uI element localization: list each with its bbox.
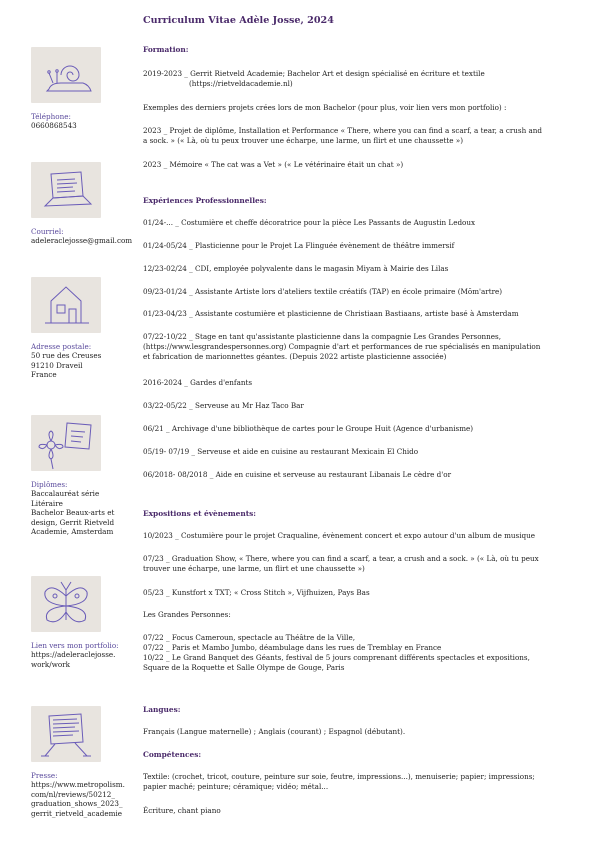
exhibition-group-1: 07/22 _ Focus Cameroun, spectacle au Théâtre de la Ville, <box>143 633 356 642</box>
languages-text: Français (Langue maternelle) ; Anglais (courant) ; Espagnol (débutant). <box>143 727 406 736</box>
press-link-line-2[interactable]: com/nl/reviews/50212_ <box>31 789 115 799</box>
house-drawing-icon <box>31 277 101 333</box>
press-link-line-1[interactable]: https://www.metropolism. <box>31 780 125 790</box>
exhibition-group-title: Les Grandes Personnes: <box>143 610 231 619</box>
diploma-line-4: design, Gerrit Rietveld <box>31 517 115 527</box>
skills-heading: Compétences: <box>143 750 202 759</box>
address-label: Adresse postale: <box>31 342 92 351</box>
portfolio-block <box>31 576 136 669</box>
experience-entry-2: 01/24-05/24 _ Plasticienne pour le Projet La Flinguée évènement de théâtre immersif <box>143 241 455 250</box>
diploma-line-5: Academie, Amsterdam <box>31 527 114 537</box>
formation-entry-1-link[interactable]: (https://rietveldacademie.nl) <box>189 78 293 88</box>
press-link-line-4[interactable]: gerrit_rietveld_academie <box>31 808 123 818</box>
experience-entry-1: 01/24-... _ Costumière et cheffe décoratrice pour la pièce Les Passants de Augustin Ledoux <box>143 218 476 227</box>
exhibition-entry-1: 10/2023 _ Costumière pour le projet Craqualine, évènement concert et expo autour d'un album de musique <box>143 531 536 540</box>
snail-drawing-icon <box>31 47 101 103</box>
page-title: Curriculum Vitae Adèle Josse, 2024 <box>143 15 334 26</box>
formation-entry-1-line-1: 2019-2023 _ Gerrit Rietveld Academie; Bachelor Art et design spécialisé en écriture et textile <box>143 69 485 78</box>
formation-heading: Formation: <box>143 45 189 54</box>
exhibitions-heading: Expositions et évènements: <box>143 509 257 518</box>
laptop-drawing-icon <box>31 162 101 218</box>
diploma-line-2: Litéraire <box>31 498 63 508</box>
diploma-line-3: Bachelor Beaux-arts et <box>31 508 115 518</box>
formation-entry-4: 2023 _ Mémoire « The cat was a Vet » (« Le vétérinaire était un chat ») <box>143 160 404 169</box>
experience-entry-3: 12/23-02/24 _ CDI, employée polyvalente dans le magasin Miyam à Mairie des Lilas <box>143 264 449 273</box>
experience-entry-10: 05/19- 07/19 _ Serveuse et aide en cuisine au restaurant Mexicain El Chido <box>143 447 419 456</box>
experience-entry-11: 06/2018- 08/2018 _ Aide en cuisine et serveuse au restaurant Libanais Le cèdre d'or <box>143 470 452 479</box>
diploma-line-1: Baccalauréat série <box>31 489 100 499</box>
experience-heading: Expériences Professionnelles: <box>143 196 267 205</box>
exhibition-group-2: 07/22 _ Paris et Mambo Jumbo, déambulage dans les rues de Tremblay en France <box>143 643 442 652</box>
butterfly-drawing-icon <box>31 576 101 632</box>
skills-text: Textile: (crochet, tricot, couture, peinture sur soie, feutre, impressions...), menuiserie; papier; impressions; papier maché; peinture; céramique; vidéo; métal... <box>143 772 535 791</box>
press-label: Presse: <box>31 771 58 780</box>
experience-entry-8: 03/22-05/22 _ Serveuse au Mr Haz Taco Bar <box>143 401 304 410</box>
address-line-2: 91210 Draveil <box>31 360 83 370</box>
newspaper-reader-drawing-icon <box>31 706 101 762</box>
email-label: Courriel: <box>31 227 64 236</box>
exhibition-group-3: 10/22 _ Le Grand Banquet des Géants, festival de 5 jours comprenant différents spectacles et expositions, Square de la Roquette et Salle Olympe de Gouge, Paris <box>143 653 530 672</box>
press-block <box>31 706 136 818</box>
exhibition-entry-3: 05/23 _ Kunstfort x TXT; « Cross Stitch », Vijfhuizen, Pays Bas <box>143 588 370 597</box>
portfolio-link-line-1[interactable]: https://adeleraclejosse. <box>31 650 116 660</box>
email-value[interactable]: adeleraclejosse@gmail.com <box>31 236 133 246</box>
formation-entry-3: 2023 _ Projet de diplôme, Installation et Performance « There, where you can find a scarf, a tear, a crush and a sock. » (« Là, où tu peux trouver une écharpe, une larme, un flirt et une chaussette ») <box>143 126 543 145</box>
diplomas-block <box>31 415 136 536</box>
languages-heading: Langues: <box>143 705 181 714</box>
sidebar <box>0 0 140 841</box>
address-line-3: France <box>31 370 57 380</box>
exhibition-entry-2: 07/23 _ Graduation Show, « There, where you can find a scarf, a tear, a crush and a sock. » (« Là, où tu peux trouver une écharpe, une larme, un flirt et une chaussette ») <box>143 554 539 573</box>
phone-block <box>31 47 136 131</box>
experience-entry-6: 07/22-10/22 _ Stage en tant qu'assistante plasticienne dans la compagnie Les Grandes Personnes, (https://www.lesgrandespersonnes.org) Compagnie d'art et performances de rue spécialisés en manipulation et fabrication de marionnettes géantes. (Depuis 2022 artiste plasticienne associée) <box>143 332 541 361</box>
diplomas-label: Diplômes: <box>31 480 68 489</box>
diploma-flower-drawing-icon <box>31 415 101 471</box>
portfolio-label: Lien vers mon portfolio: <box>31 641 119 650</box>
experience-entry-9: 06/21 _ Archivage d'une bibliothèque de cartes pour le Groupe Huit (Agence d'urbanisme) <box>143 424 474 433</box>
portfolio-link-line-2[interactable]: work/work <box>31 659 70 669</box>
experience-entry-5: 01/23-04/23 _ Assistante costumière et plasticienne de Christiaan Bastiaans, artiste basé à Amsterdam <box>143 309 519 318</box>
formation-entry-1 <box>143 69 543 89</box>
email-block <box>31 162 136 246</box>
phone-value[interactable]: 0660868543 <box>31 121 77 131</box>
address-block <box>31 277 136 380</box>
skills-text-2: Écriture, chant piano <box>143 806 221 815</box>
experience-entry-7: 2016-2024 _ Gardes d'enfants <box>143 378 253 387</box>
phone-label: Téléphone: <box>31 112 71 121</box>
experience-entry-4: 09/23-01/24 _ Assistante Artiste lors d'ateliers textile créatifs (TAP) en école primaire (Mōm'artre) <box>143 287 503 296</box>
address-line-1: 50 rue des Creuses <box>31 351 102 361</box>
press-link-line-3[interactable]: graduation_shows_2023_ <box>31 799 123 809</box>
formation-entry-2: Exemples des derniers projets crées lors de mon Bachelor (pour plus, voir lien vers mon portfolio) : <box>143 103 507 112</box>
